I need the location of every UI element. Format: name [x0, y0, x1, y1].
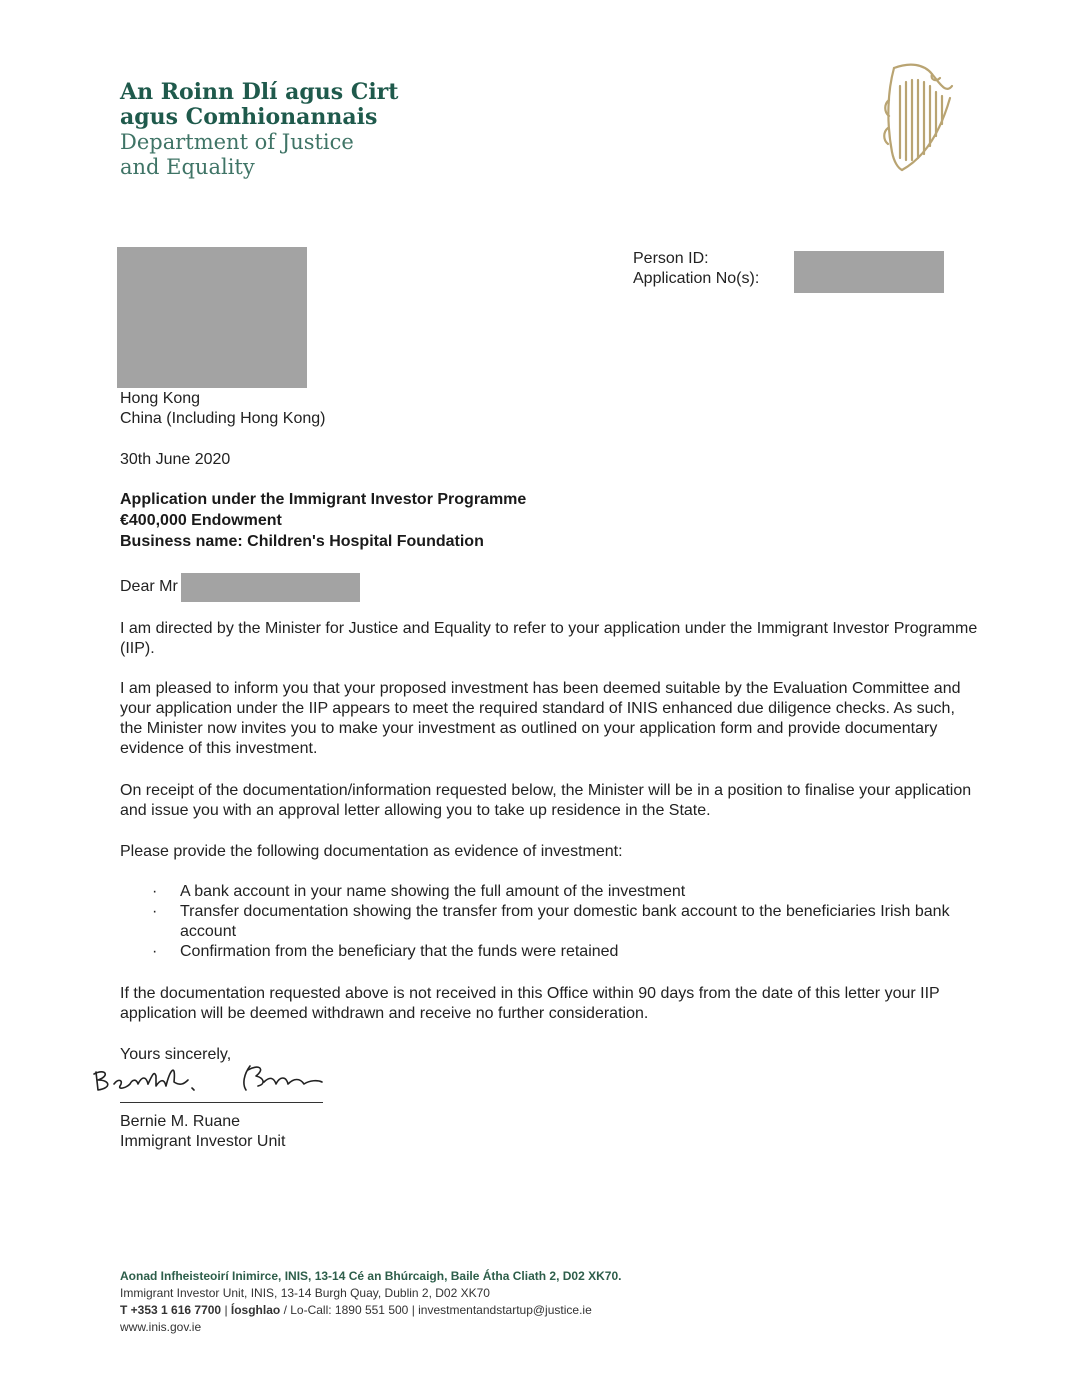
signatory-name: Bernie M. Ruane: [120, 1113, 241, 1130]
list-item: · Transfer documentation showing the transfer from your domestic bank account to the beneficiaries Irish bank account: [120, 902, 960, 942]
letter-date: 30th June 2020: [120, 451, 231, 468]
footer-email-link[interactable]: investmentandstartup@justice.ie: [418, 1303, 592, 1317]
body-paragraph-4: Please provide the following documentation as evidence of investment:: [120, 843, 623, 860]
footer-locall: / Lo-Call: 1890 551 500: [283, 1303, 409, 1317]
subject-line: Application under the Immigrant Investor Programme: [120, 491, 527, 508]
footer-separator: |: [224, 1303, 231, 1317]
footer-locall-irish: Íosghlao: [230, 1303, 281, 1317]
handwritten-signature: [90, 1056, 340, 1100]
body-paragraph-1: I am directed by the Minister for Justice and Equality to refer to your application under the Immigrant Investor Programme (IIP).: [120, 620, 978, 657]
subject-line: €400,000 Endowment: [120, 512, 282, 529]
signatory: [120, 1112, 285, 1152]
salutation: Dear Mr: [120, 578, 178, 595]
list-item: · Confirmation from the beneficiary that the funds were retained: [120, 942, 960, 962]
application-number-label: Application No(s):: [633, 270, 760, 287]
evidence-list: [120, 882, 960, 962]
redacted-recipient-name: [181, 573, 360, 602]
address-line: Hong Kong: [120, 390, 201, 407]
recipient-address: [120, 389, 325, 429]
body-paragraph-3: On receipt of the documentation/information requested below, the Minister will be in a position to finalise your application and issue you with an approval letter allowing you to take up residence in the State.: [120, 782, 972, 819]
signature-line: [120, 1102, 323, 1103]
footer-address-english: Immigrant Investor Unit, INIS, 13-14 Burgh Quay, Dublin 2, D02 XK70: [120, 1286, 490, 1300]
footer-address-irish: Aonad Infheisteoirí Inimirce, INIS, 13-14 Cé an Bhúrcaigh, Baile Átha Cliath 2, D02 XK70.: [120, 1269, 622, 1283]
reference-labels: [633, 249, 759, 289]
department-name-irish-line1: An Roinn Dlí agus Cirt: [120, 79, 399, 105]
list-item: · A bank account in your name showing the full amount of the investment: [120, 882, 960, 902]
footer-contact: [120, 1302, 621, 1319]
person-id-label: Person ID:: [633, 250, 709, 267]
subject-line: Business name: Children's Hospital Foundation: [120, 533, 484, 550]
footer-separator: |: [411, 1303, 419, 1317]
footer-website-link[interactable]: www.inis.gov.ie: [120, 1320, 202, 1334]
body-paragraph-2: I am pleased to inform you that your proposed investment has been deemed suitable by the Evaluation Committee and your application under the IIP appears to meet the required standard of INIS enhanced due diligence checks. As such, the Minister now invites you to make your investment as outlined on your application form and provide documentary evidence of this investment.: [120, 680, 961, 757]
redacted-recipient-address: [117, 247, 307, 388]
letter-footer: [120, 1268, 621, 1336]
harp-icon: [880, 60, 956, 172]
address-line: China (Including Hong Kong): [120, 410, 326, 427]
sign-off: Yours sincerely,: [120, 1046, 232, 1063]
department-letterhead: [120, 80, 398, 180]
department-name-english-line1: Department of Justice: [120, 130, 354, 154]
signatory-unit: Immigrant Investor Unit: [120, 1133, 286, 1150]
body-paragraph-5: If the documentation requested above is not received in this Office within 90 days from the date of this letter your IIP application will be deemed withdrawn and receive no further consideration.: [120, 985, 940, 1022]
footer-phone: T +353 1 616 7700: [120, 1303, 222, 1317]
letter-subject: [120, 489, 526, 552]
department-name-irish-line2: agus Comhionannais: [120, 104, 378, 130]
redacted-reference-numbers: [794, 251, 944, 293]
department-name-english-line2: and Equality: [120, 155, 255, 179]
